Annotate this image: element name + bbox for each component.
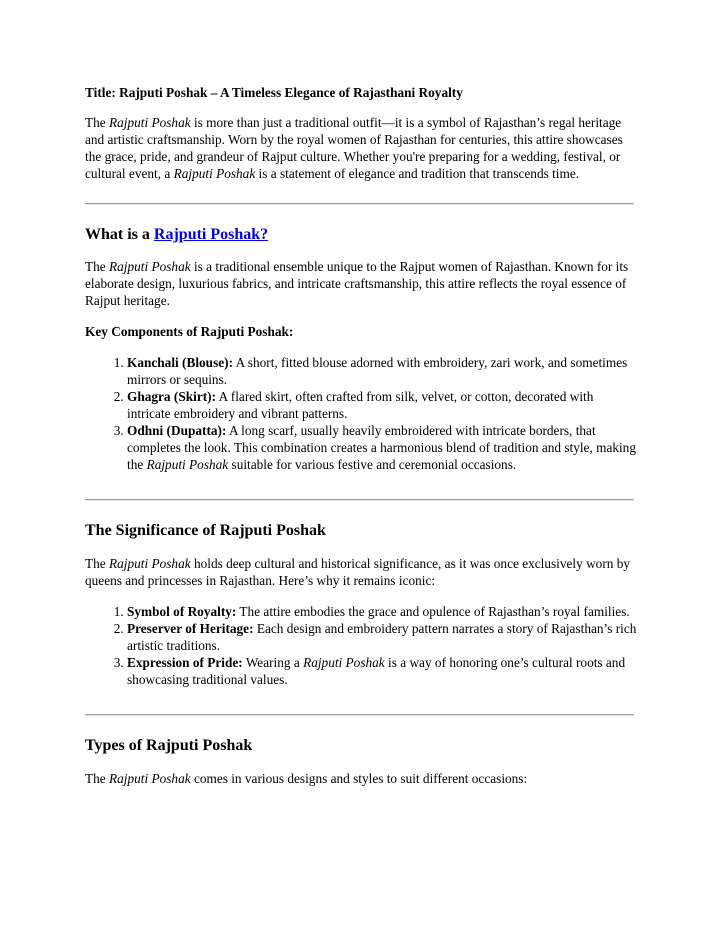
list-item-text: Each design and embroidery pattern narrates a story of Rajasthan’s rich artistic traditions. [127,621,637,653]
section2-emphasis: Rajputi Poshak [109,556,191,571]
list-item-text: A short, fitted blouse adorned with embroidery, zari work, and sometimes mirrors or sequins. [127,355,628,387]
section1-emphasis: Rajputi Poshak [109,259,191,274]
list-item [127,654,637,688]
intro-emphasis-1: Rajputi Poshak [109,115,191,130]
section-divider [85,203,634,205]
section2-heading: The Significance of Rajputi Poshak [85,522,326,539]
section3-paragraph [85,770,637,787]
list-item [127,620,637,654]
section2-paragraph [85,555,637,589]
list-item-term: Odhni (Dupatta): [127,423,227,438]
key-components-heading: Key Components of Rajputi Poshak: [85,324,294,339]
intro-text-3: is a statement of elegance and tradition that transcends time. [255,166,580,181]
section1-text-1: The [85,259,109,274]
section1-heading [85,225,637,245]
list-item [127,354,637,388]
list-item-emphasis: Rajputi Poshak [146,457,229,472]
list-item-text: Wearing a [242,655,304,670]
section-divider [85,714,634,716]
section3-heading: Types of Rajputi Poshak [85,737,253,754]
section1-text-2: is a traditional ensemble unique to the Rajput women of Rajasthan. Known for its elaborate design, luxurious fabrics, and intricate craftsmanship, this attire reflects the royal essence of Rajput heritage. [85,259,629,308]
list-item-term: Ghagra (Skirt): [127,389,217,404]
section3-text-2: comes in various designs and styles to suit different occasions: [190,771,528,786]
section-divider [85,499,634,501]
intro-text-1: The [85,115,109,130]
list-item [127,422,637,473]
document-title: Title: Rajputi Poshak – A Timeless Elegance of Rajasthani Royalty [85,85,463,100]
section2-text-2: holds deep cultural and historical significance, as it was once exclusively worn by queens and princesses in Rajasthan. Here’s why it remains iconic: [85,556,631,588]
list-item-term: Expression of Pride: [127,655,243,670]
intro-paragraph [85,114,637,182]
list-item-text: The attire embodies the grace and opulence of Rajasthan’s royal families. [236,604,630,619]
section2-text-1: The [85,556,109,571]
list-item [127,603,637,620]
significance-list [85,603,637,688]
list-item-text: is a way of honoring one’s cultural roots and showcasing traditional values. [127,655,626,687]
section3-text-1: The [85,771,109,786]
list-item-term: Preserver of Heritage: [127,621,254,636]
list-item-text: A flared skirt, often crafted from silk, velvet, or cotton, decorated with intricate embroidery and vibrant patterns. [127,389,594,421]
intro-text-2: is more than just a traditional outfit—it is a symbol of Rajasthan’s regal heritage and artistic craftsmanship. Worn by the royal women of Rajasthan for centuries, this attire showcases the grace, pride, and grandeur of Rajput culture. Whether you're preparing for a wedding, festival, or cultural event, a [85,115,623,181]
key-components-list [85,354,637,473]
list-item-term: Kanchali (Blouse): [127,355,234,370]
section3-emphasis: Rajputi Poshak [109,771,191,786]
list-item-emphasis: Rajputi Poshak [303,655,385,670]
list-item-term: Symbol of Royalty: [127,604,237,619]
list-item [127,388,637,422]
section1-paragraph [85,258,637,309]
list-item-text: suitable for various festive and ceremonial occasions. [228,457,517,472]
rajputi-poshak-link[interactable]: Rajputi Poshak? [153,226,269,243]
document-page [85,84,637,808]
list-item-text: A long scarf, usually heavily embroidered with intricate borders, that completes the look. This combination creates a harmonious blend of tradition and style, making the [127,423,636,472]
intro-emphasis-2: Rajputi Poshak [173,166,256,181]
section1-heading-prefix: What is a [85,226,154,243]
